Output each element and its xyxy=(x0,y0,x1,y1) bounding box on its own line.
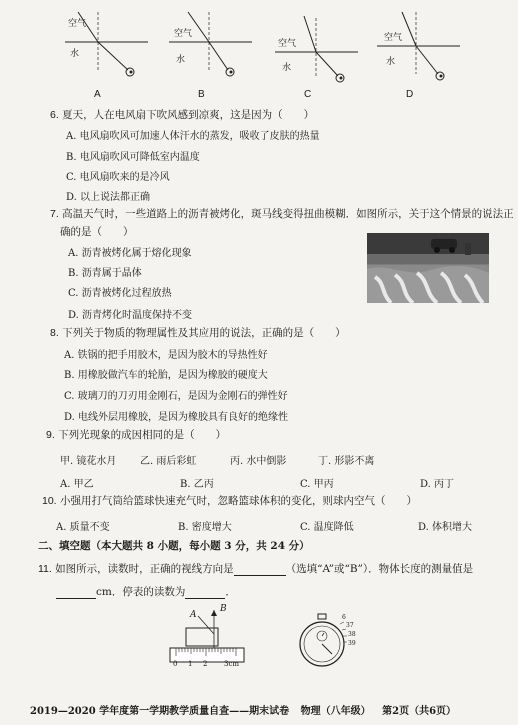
question-6 xyxy=(50,108,314,122)
footer-title: 2019—2020 学年度第一学期教学质量自查——期末试卷 xyxy=(30,706,290,717)
q9-item-4: 丁. 形影不离 xyxy=(318,456,375,467)
refraction-diagram-d-svg xyxy=(372,8,462,88)
q9-item-3: 丙. 水中倒影 xyxy=(230,456,287,467)
q6-option-d: D. 以上说法都正确 xyxy=(66,192,151,203)
q10-option-c: C. 温度降低 xyxy=(300,522,354,533)
q10-option-a: A. 质量不变 xyxy=(56,522,110,533)
air-label: 空气 xyxy=(174,29,193,39)
ruler-tick-2: 2 xyxy=(203,660,208,668)
q8-option-c: C. 玻璃刀的刀刃用金刚石，是因为金刚石的弹性好 xyxy=(64,391,288,402)
q7-option-d: D. 沥青烤化时温度保持不变 xyxy=(68,310,193,321)
q7-option-b: B. 沥青属于晶体 xyxy=(68,268,142,279)
footer-page-number: 第2页（共6页） xyxy=(382,706,457,717)
q9-option-a: A. 甲乙 xyxy=(60,479,94,490)
q6-option-c: C. 电风扇吹来的是冷风 xyxy=(66,172,170,183)
q9-option-b: B. 乙丙 xyxy=(180,479,214,490)
stopwatch-mark-3: 38 xyxy=(348,631,356,638)
ruler-figure xyxy=(168,604,248,670)
question-7 xyxy=(50,207,514,221)
stopwatch-figure xyxy=(292,612,362,672)
diagram-b xyxy=(164,8,254,100)
water-label: 水 xyxy=(176,55,186,65)
question-stem: 小强用打气筒给篮球快速充气时，忽略篮球体积的变化，则球内空气（ ） xyxy=(59,495,417,507)
question-11-line-2 xyxy=(56,585,236,599)
air-label: 空气 xyxy=(278,39,297,49)
q10-option-d: D. 体积增大 xyxy=(418,522,473,533)
sightline-label-b: B xyxy=(220,604,227,614)
air-label: 空气 xyxy=(384,33,403,43)
stopwatch-mark-2: 37 xyxy=(346,622,354,629)
water-label: 水 xyxy=(386,57,396,67)
question-number: 8. xyxy=(50,327,59,339)
air-label: 空气 xyxy=(68,19,87,29)
question-stem: 夏天，人在电风扇下吹风感到凉爽，这是因为（ ） xyxy=(62,109,315,121)
q8-option-b: B. 用橡胶做汽车的轮胎，是因为橡胶的硬度大 xyxy=(64,370,268,381)
q6-option-b: B. 电风扇吹风可降低室内温度 xyxy=(66,152,200,163)
question-11-text-1: 如图所示，读数时，正确的视线方向是 xyxy=(55,563,234,575)
diagram-a xyxy=(60,8,150,100)
section-heading-fill-in: 二、填空题（本大题共 8 小题，每小题 3 分，共 24 分） xyxy=(38,540,310,552)
question-number: 10. xyxy=(42,495,57,507)
answer-blank-3[interactable] xyxy=(185,588,225,599)
q6-option-a: A. 电风扇吹风可加速人体汗水的蒸发，吸收了皮肤的热量 xyxy=(66,131,320,142)
question-stem: 下列光现象的成因相同的是（ ） xyxy=(58,429,227,441)
ruler-tick-3: 3cm xyxy=(224,660,240,668)
stopwatch-mark-4: 39 xyxy=(348,640,356,647)
question-11 xyxy=(38,562,473,576)
question-stem: 下列关于物质的物理属性及其应用的说法，正确的是（ ） xyxy=(62,327,346,339)
answer-blank-2[interactable] xyxy=(56,588,96,599)
question-11-text-2: （选填“A”或“B”）．物体长度的测量值是 xyxy=(285,563,474,575)
question-8 xyxy=(50,326,346,340)
q9-option-c: C. 甲丙 xyxy=(300,479,334,490)
ruler-tick-1: 1 xyxy=(188,660,193,668)
option-label: D xyxy=(406,89,414,100)
diagram-c xyxy=(270,8,360,100)
question-number: 7. xyxy=(50,208,59,220)
question-11-text-4: ． xyxy=(225,586,236,598)
option-label: B xyxy=(198,89,205,100)
sightline-label-a: A xyxy=(190,610,197,620)
question-stem-line-1: 高温天气时，一些道路上的沥青被烤化，斑马线变得扭曲模糊．如图所示，关于这个情景的说法正 xyxy=(62,208,514,220)
ruler-tick-0: 0 xyxy=(173,660,178,668)
footer-subject: 物理（八年级） xyxy=(300,706,371,717)
stopwatch-mark-1: 6 xyxy=(342,614,346,621)
question-10 xyxy=(42,494,417,508)
q9-item-1: 甲. 镜花水月 xyxy=(60,456,117,467)
question-11-text-3: cm．停表的读数为 xyxy=(96,586,186,598)
refraction-diagrams xyxy=(60,8,460,100)
water-label: 水 xyxy=(282,63,292,73)
diagram-d xyxy=(372,8,462,100)
refraction-diagram-b-svg xyxy=(164,8,254,88)
answer-blank-1[interactable] xyxy=(234,565,286,576)
q9-item-2: 乙. 雨后彩虹 xyxy=(140,456,197,467)
option-label: A xyxy=(94,89,101,100)
q9-option-d: D. 丙丁 xyxy=(420,479,455,490)
page-footer xyxy=(30,702,464,717)
q7-option-c: C. 沥青被烤化过程放热 xyxy=(68,288,172,299)
question-number: 6. xyxy=(50,109,59,121)
q8-option-a: A. 铁锅的把手用胶木，是因为胶木的导热性好 xyxy=(64,350,268,361)
q7-option-a: A. 沥青被烤化属于熔化现象 xyxy=(68,248,192,259)
melted-asphalt-photo xyxy=(367,233,489,303)
water-label: 水 xyxy=(70,49,80,59)
q10-option-b: B. 密度增大 xyxy=(178,522,232,533)
question-number: 11. xyxy=(38,563,52,575)
question-7-stem-line-2: 确的是（ ） xyxy=(60,226,134,238)
option-label: C xyxy=(304,89,312,100)
question-9 xyxy=(46,428,226,442)
q8-option-d: D. 电线外层用橡胶，是因为橡胶具有良好的绝缘性 xyxy=(64,412,289,423)
question-number: 9. xyxy=(46,429,55,441)
photo-svg xyxy=(367,233,489,303)
